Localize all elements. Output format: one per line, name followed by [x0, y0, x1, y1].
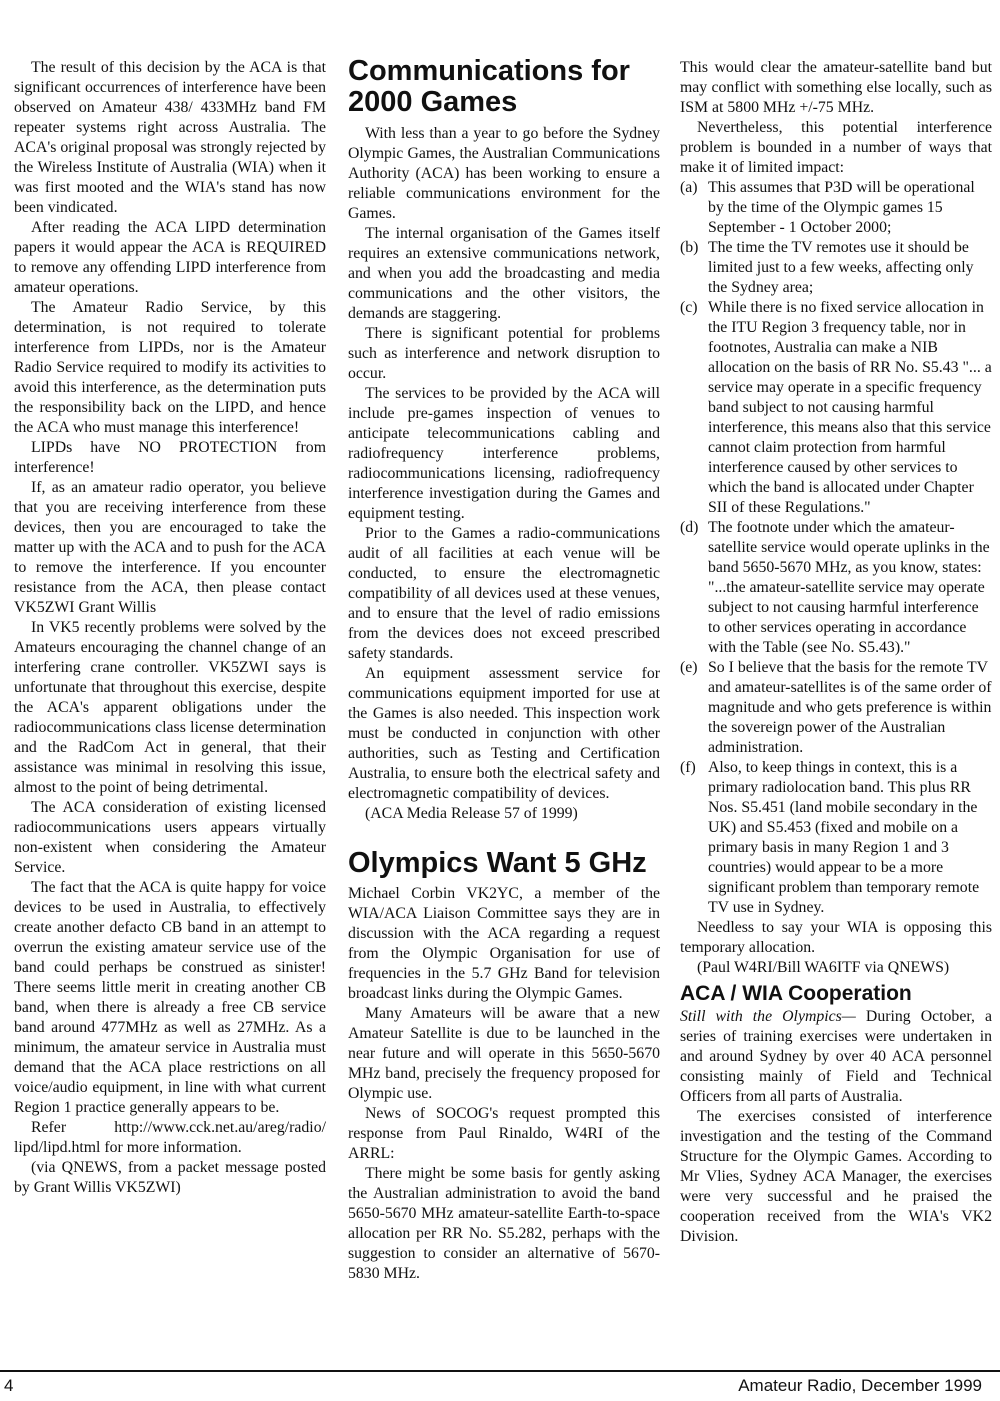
body-paragraph: The fact that the ACA is quite happy for voice devices to be used in Australia, to effectively create another defacto CB band in an attempt to overrun the existing amateur service use of the band could perhaps be construed as sinister! There seems little merit in creating another CB band, when there is already a free CB service band around 477MHz as well as 27MHz. As a minimum, the amateur service in Australia must demand that the ACA place restrictions on all voice/audio equipment, in line with what current Region 1 practice generally appears to be. [14, 879, 326, 1116]
citation: (Paul W4RI/Bill WA6ITF via QNEWS) [697, 959, 950, 976]
lettered-list [680, 178, 992, 918]
body-paragraph: This would clear the amateur-satellite band but may conflict with something else locally, such as ISM at 5800 MHz +/-75 MHz. [680, 59, 992, 116]
body-paragraph: After reading the ACA LIPD determination papers it would appear the ACA is REQUIRED to remove any offending LIPD interference from amateur operations. [14, 219, 326, 296]
list-text: So I believe that the basis for the remote TV and amateur-satellites is of the same order of magnitude and who gets preference is within the sovereign power of the Australian administration. [708, 659, 992, 756]
lead-in: Still with the Olympics— [680, 1008, 856, 1025]
body-paragraph: LIPDs have NO PROTECTION from interference! [14, 439, 326, 476]
list-label: (f) [680, 759, 696, 776]
lead-text: During October, a series of training exercises were undertaken in and around Sydney by over 40 ACA personnel consisting mainly of Field and Technical Officers from all parts of Australia. [680, 1008, 992, 1105]
list-label: (d) [680, 519, 699, 536]
body-paragraph: The Amateur Radio Service, by this determination, is not required to tolerate interference from LIPDs, nor is the Amateur Radio Service required to modify its activities to avoid this interference, as the determination puts the responsibility back on the LIPD, and hence the ACA who must manage this interference! [14, 299, 326, 436]
body-paragraph: The internal organisation of the Games itself requires an extensive communications network, and when you add the broadcasting and media communications and the other visitors, the demands are staggering. [348, 225, 660, 322]
citation: (ACA Media Release 57 of 1999) [365, 805, 578, 822]
article-heading-cooperation: ACA / WIA Cooperation [680, 982, 912, 1005]
list-text: Also, to keep things in context, this is a primary radiolocation band. This plus RR Nos. S5.451 (land mobile secondary in the UK) and S5.453 (fixed and mobile on a primary basis in many Region 1 and 3 countries) would appear to be a more significant problem than temporary remote TV use in Sydney. [708, 759, 980, 916]
body-paragraph: Many Amateurs will be aware that a new Amateur Satellite is due to be launched in the near future and will operate in this 5650-5670 MHz band, precisely the frequency proposed for Olympic use. [348, 1005, 660, 1102]
body-paragraph: There might be some basis for gently asking the Australian administration to avoid the band 5650-5670 MHz amateur-satellite Earth-to-space allocation per RR No. S5.282, perhaps with the suggestion to consider an alternative of 5670-5830 MHz. [348, 1165, 660, 1282]
body-paragraph: News of SOCOG's request prompted this response from Paul Rinaldo, W4RI of the ARRL: [348, 1105, 660, 1162]
list-text: The footnote under which the amateur-satellite service would operate uplinks in the band 5650-5670 MHz, as you know, states: "...the amateur-satellite service may operate subject to not causing harmful interference to other services operating in accordance with the Table (see No. S5.43)." [708, 519, 990, 656]
list-item [680, 518, 992, 658]
body-paragraph [680, 1007, 992, 1107]
page-footer [0, 1370, 1000, 1401]
magazine-title: Amateur Radio, December 1999 [738, 1376, 982, 1395]
body-paragraph: The exercises consisted of interference investigation and the testing of the Command Structure for the Olympic Games. According to Mr Vlies, Sydney ACA Manager, the exercises were very successful and he praised the cooperation received from the WIA's VK2 Division. [680, 1108, 992, 1245]
body-paragraph: Needless to say your WIA is opposing this temporary allocation. [680, 919, 992, 956]
list-label: (b) [680, 239, 699, 256]
body-paragraph: Nevertheless, this potential interference problem is bounded in a number of ways that make it of limited impact: [680, 119, 992, 176]
body-paragraph: If, as an amateur radio operator, you believe that you are receiving interference from these devices, then you are encouraged to take the matter up with the ACA and to push for the ACA to remove the interference. If you encounter resistance from the ACA, then please contact VK5ZWI Grant Willis [14, 479, 326, 616]
article-heading-communications: Communications for 2000 Games [348, 55, 630, 118]
list-item [680, 658, 992, 758]
list-text: The time the TV remotes use it should be limited just to a few weeks, affecting only the Sydney area; [708, 239, 974, 296]
list-label: (a) [680, 179, 698, 196]
body-paragraph: Prior to the Games a radio-communications audit of all facilities at each venue will be conducted, to ensure the electromagnetic compatibility of all devices used at these venues, and to ensure that the level of radio emissions from the devices does not exceed prescribed safety standards. [348, 525, 660, 662]
body-paragraph: There is significant potential for problems such as interference and network disruption to occur. [348, 325, 660, 382]
body-paragraph: Michael Corbin VK2YC, a member of the WIA/ACA Liaison Committee says they are in discussion with the ACA regarding a request from the Olympic Organisation for use of frequencies in the 5.7 GHz Band for television broadcast links during the Olympic Games. [348, 885, 660, 1002]
body-paragraph: An equipment assessment service for communications equipment imported for use at the Games is also needed. This inspection work must be conducted in conjunction with other authorities, such as Testing and Certification Australia, to ensure both the electrical safety and electromagnetic compatibility of devices. [348, 665, 660, 802]
body-paragraph: With less than a year to go before the Sydney Olympic Games, the Australian Communications Authority (ACA) has been working to ensure a reliable communications environment for the Games. [348, 125, 660, 222]
column-3 [680, 58, 992, 1247]
list-text: While there is no fixed service allocation in the ITU Region 3 frequency table, nor in footnotes, Australia can make a NIB allocation on the basis of RR No. S5.43 "... a service may operate in a specific frequency band subject to not causing harmful interference, this means also that this service cannot claim protection from harmful interference caused by other services to which the band is allocated under Chapter SII of these Regulations." [708, 299, 992, 516]
list-item [680, 298, 992, 518]
list-label: (c) [680, 299, 698, 316]
body-paragraph: The result of this decision by the ACA is that significant occurrences of interference have been observed on Amateur 438/ 433MHz band FM repeater systems right across Australia. The ACA's original proposal was strongly rejected by the Wireless Institute of Australia (WIA) when it was first mooted and the WIA's stand has now been vindicated. [14, 59, 326, 216]
list-item [680, 178, 992, 238]
body-paragraph: Refer http://www.cck.net.au/areg/radio/ lipd/lipd.html for more information. [14, 1119, 326, 1156]
body-paragraph: The ACA consideration of existing licensed radiocommunications users appears virtually non-existent when considering the Amateur Service. [14, 799, 326, 876]
list-text: This assumes that P3D will be operational by the time of the Olympic games 15 September - 1 October 2000; [708, 179, 975, 236]
list-item [680, 758, 992, 918]
column-1 [14, 58, 326, 1198]
page-number: 4 [4, 1376, 14, 1395]
body-paragraph: The services to be provided by the ACA will include pre-games inspection of venues to anticipate telecommunications cabling and radiofrequency interference problems, radiocommunications licensing, radiofrequency interference investigation during the Games and equipment testing. [348, 385, 660, 522]
list-label: (e) [680, 659, 698, 676]
body-paragraph: In VK5 recently problems were solved by the Amateurs encouraging the channel change of an interfering crane controller. VK5ZWI says is unfortunate that throughout this exercise, despite the ACA's apparent obligations under the radiocommunications class license determination and the RadCom Act in general, that their assistance was minimal in resolving this issue, almost to the point of being detrimental. [14, 619, 326, 796]
column-2 [348, 55, 660, 1284]
article-heading-olympics: Olympics Want 5 GHz [348, 847, 647, 879]
list-item [680, 238, 992, 298]
citation: (via QNEWS, from a packet message posted by Grant Willis VK5ZWI) [14, 1159, 326, 1196]
